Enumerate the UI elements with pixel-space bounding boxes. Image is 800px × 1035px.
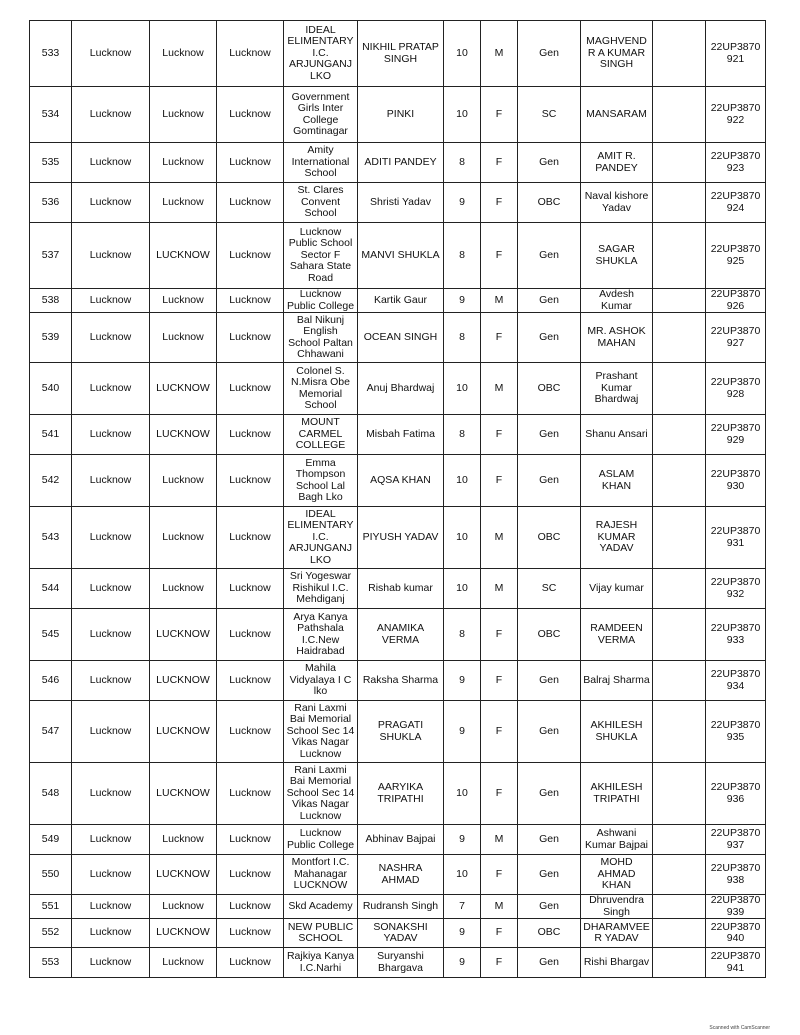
cell-gender: F (481, 415, 518, 455)
cell-gender: F (481, 87, 518, 143)
cell-school: NEW PUBLIC SCHOOL (284, 919, 358, 948)
table-row (30, 701, 766, 763)
cell-district: Lucknow (150, 289, 217, 313)
cell-school: Rajkiya Kanya I.C.Narhi (284, 948, 358, 978)
cell-gender: F (481, 855, 518, 895)
cell-block: Lucknow (217, 855, 284, 895)
cell-category: Gen (518, 948, 581, 978)
cell-gender: F (481, 661, 518, 701)
cell-block: Lucknow (217, 919, 284, 948)
cell-cls: 10 (444, 569, 481, 609)
cell-cls: 9 (444, 825, 481, 855)
cell-sno: 546 (30, 661, 72, 701)
cell-school: Lucknow Public College (284, 825, 358, 855)
cell-district: Lucknow (150, 825, 217, 855)
cell-school: IDEAL ELIMENTARY I.C. ARJUNGANJ LKO (284, 21, 358, 87)
cell-category: Gen (518, 701, 581, 763)
cell-school: Emma Thompson School Lal Bagh Lko (284, 455, 358, 507)
cell-district: Lucknow (150, 21, 217, 87)
cell-code: 22UP3870 940 (706, 919, 766, 948)
cell-sno: 534 (30, 87, 72, 143)
cell-city: Lucknow (72, 223, 150, 289)
cell-name: PRAGATI SHUKLA (358, 701, 444, 763)
cell-gender: M (481, 895, 518, 919)
cell-extra (653, 289, 706, 313)
cell-block: Lucknow (217, 455, 284, 507)
table-row (30, 223, 766, 289)
cell-cls: 10 (444, 455, 481, 507)
cell-code: 22UP3870 929 (706, 415, 766, 455)
cell-father: SAGAR SHUKLA (581, 223, 653, 289)
cell-block: Lucknow (217, 223, 284, 289)
cell-father: AKHILESH TRIPATHI (581, 763, 653, 825)
cell-extra (653, 313, 706, 363)
cell-name: Suryanshi Bhargava (358, 948, 444, 978)
cell-category: Gen (518, 289, 581, 313)
cell-code: 22UP3870 931 (706, 507, 766, 569)
cell-extra (653, 569, 706, 609)
cell-gender: F (481, 223, 518, 289)
cell-gender: M (481, 21, 518, 87)
cell-code: 22UP3870 925 (706, 223, 766, 289)
cell-gender: M (481, 825, 518, 855)
table-row (30, 455, 766, 507)
cell-name: AARYIKA TRIPATHI (358, 763, 444, 825)
cell-school: Government Girls Inter College Gomtinagar (284, 87, 358, 143)
cell-gender: M (481, 507, 518, 569)
cell-father: RAMDEEN VERMA (581, 609, 653, 661)
cell-gender: F (481, 701, 518, 763)
table-body (30, 21, 766, 978)
cell-school: Rani Laxmi Bai Memorial School Sec 14 Vikas Nagar Lucknow (284, 701, 358, 763)
cell-school: Rani Laxmi Bai Memorial School Sec 14 Vikas Nagar Lucknow (284, 763, 358, 825)
cell-school: Lucknow Public College (284, 289, 358, 313)
cell-extra (653, 507, 706, 569)
table-row (30, 948, 766, 978)
cell-category: OBC (518, 363, 581, 415)
cell-gender: F (481, 143, 518, 183)
cell-sno: 537 (30, 223, 72, 289)
cell-cls: 8 (444, 415, 481, 455)
cell-block: Lucknow (217, 289, 284, 313)
cell-district: LUCKNOW (150, 223, 217, 289)
cell-gender: F (481, 609, 518, 661)
cell-category: Gen (518, 223, 581, 289)
cell-block: Lucknow (217, 363, 284, 415)
cell-sno: 551 (30, 895, 72, 919)
cell-code: 22UP3870 934 (706, 661, 766, 701)
cell-name: Rudransh Singh (358, 895, 444, 919)
cell-school: St. Clares Convent School (284, 183, 358, 223)
cell-category: Gen (518, 415, 581, 455)
cell-sno: 553 (30, 948, 72, 978)
cell-name: AQSA KHAN (358, 455, 444, 507)
cell-cls: 8 (444, 609, 481, 661)
cell-cls: 7 (444, 895, 481, 919)
cell-cls: 9 (444, 289, 481, 313)
cell-category: Gen (518, 661, 581, 701)
cell-father: Prashant Kumar Bhardwaj (581, 363, 653, 415)
cell-code: 22UP3870 937 (706, 825, 766, 855)
cell-city: Lucknow (72, 855, 150, 895)
cell-block: Lucknow (217, 87, 284, 143)
cell-father: DHARAMVEE R YADAV (581, 919, 653, 948)
cell-name: Shristi Yadav (358, 183, 444, 223)
cell-extra (653, 825, 706, 855)
cell-name: ADITI PANDEY (358, 143, 444, 183)
cell-extra (653, 763, 706, 825)
cell-gender: M (481, 363, 518, 415)
cell-cls: 10 (444, 763, 481, 825)
cell-sno: 550 (30, 855, 72, 895)
cell-extra (653, 143, 706, 183)
cell-gender: F (481, 183, 518, 223)
cell-school: Montfort I.C. Mahanagar LUCKNOW (284, 855, 358, 895)
cell-name: Abhinav Bajpai (358, 825, 444, 855)
cell-name: Raksha Sharma (358, 661, 444, 701)
cell-extra (653, 661, 706, 701)
cell-sno: 549 (30, 825, 72, 855)
cell-name: PINKI (358, 87, 444, 143)
cell-name: Kartik Gaur (358, 289, 444, 313)
cell-father: MR. ASHOK MAHAN (581, 313, 653, 363)
cell-sno: 543 (30, 507, 72, 569)
cell-district: Lucknow (150, 313, 217, 363)
cell-school: Skd Academy (284, 895, 358, 919)
cell-father: Naval kishore Yadav (581, 183, 653, 223)
cell-sno: 535 (30, 143, 72, 183)
cell-sno: 539 (30, 313, 72, 363)
table-row (30, 313, 766, 363)
cell-father: Vijay kumar (581, 569, 653, 609)
cell-block: Lucknow (217, 415, 284, 455)
cell-city: Lucknow (72, 661, 150, 701)
cell-gender: F (481, 313, 518, 363)
cell-city: Lucknow (72, 21, 150, 87)
cell-cls: 10 (444, 855, 481, 895)
cell-father: MAGHVENDR A KUMAR SINGH (581, 21, 653, 87)
cell-father: MOHD AHMAD KHAN (581, 855, 653, 895)
table-row (30, 825, 766, 855)
table-row (30, 569, 766, 609)
cell-category: Gen (518, 763, 581, 825)
cell-code: 22UP3870 922 (706, 87, 766, 143)
cell-city: Lucknow (72, 183, 150, 223)
cell-code: 22UP3870 928 (706, 363, 766, 415)
cell-code: 22UP3870 923 (706, 143, 766, 183)
cell-cls: 10 (444, 363, 481, 415)
cell-cls: 10 (444, 87, 481, 143)
table-row (30, 507, 766, 569)
cell-category: Gen (518, 455, 581, 507)
cell-father: RAJESH KUMAR YADAV (581, 507, 653, 569)
table-row (30, 919, 766, 948)
cell-name: OCEAN SINGH (358, 313, 444, 363)
cell-district: Lucknow (150, 948, 217, 978)
cell-category: SC (518, 87, 581, 143)
cell-code: 22UP3870 938 (706, 855, 766, 895)
cell-father: AKHILESH SHUKLA (581, 701, 653, 763)
cell-district: Lucknow (150, 87, 217, 143)
cell-extra (653, 701, 706, 763)
cell-city: Lucknow (72, 609, 150, 661)
cell-code: 22UP3870 935 (706, 701, 766, 763)
cell-block: Lucknow (217, 183, 284, 223)
cell-city: Lucknow (72, 455, 150, 507)
cell-sno: 544 (30, 569, 72, 609)
table-row (30, 87, 766, 143)
table-row (30, 661, 766, 701)
cell-code: 22UP3870 933 (706, 609, 766, 661)
cell-father: ASLAM KHAN (581, 455, 653, 507)
cell-block: Lucknow (217, 143, 284, 183)
cell-school: IDEAL ELIMENTARY I.C. ARJUNGANJ LKO (284, 507, 358, 569)
cell-gender: F (481, 919, 518, 948)
cell-sno: 552 (30, 919, 72, 948)
cell-extra (653, 919, 706, 948)
cell-sno: 533 (30, 21, 72, 87)
cell-district: Lucknow (150, 507, 217, 569)
cell-father: Dhruvendra Singh (581, 895, 653, 919)
cell-name: SONAKSHI YADAV (358, 919, 444, 948)
cell-extra (653, 21, 706, 87)
cell-extra (653, 609, 706, 661)
cell-extra (653, 363, 706, 415)
cell-category: OBC (518, 919, 581, 948)
cell-city: Lucknow (72, 87, 150, 143)
cell-extra (653, 87, 706, 143)
cell-district: LUCKNOW (150, 855, 217, 895)
cell-category: Gen (518, 313, 581, 363)
cell-code: 22UP3870 941 (706, 948, 766, 978)
cell-block: Lucknow (217, 948, 284, 978)
cell-block: Lucknow (217, 895, 284, 919)
cell-sno: 542 (30, 455, 72, 507)
cell-block: Lucknow (217, 313, 284, 363)
cell-school: MOUNT CARMEL COLLEGE (284, 415, 358, 455)
cell-sno: 536 (30, 183, 72, 223)
cell-extra (653, 183, 706, 223)
table-row (30, 895, 766, 919)
cell-extra (653, 948, 706, 978)
cell-district: Lucknow (150, 569, 217, 609)
cell-father: Avdesh Kumar (581, 289, 653, 313)
cell-code: 22UP3870 921 (706, 21, 766, 87)
table-row (30, 21, 766, 87)
cell-sno: 538 (30, 289, 72, 313)
cell-extra (653, 223, 706, 289)
cell-extra (653, 895, 706, 919)
table-row (30, 183, 766, 223)
cell-name: NASHRA AHMAD (358, 855, 444, 895)
cell-school: Amity International School (284, 143, 358, 183)
cell-block: Lucknow (217, 507, 284, 569)
cell-cls: 8 (444, 143, 481, 183)
cell-district: Lucknow (150, 895, 217, 919)
cell-gender: F (481, 455, 518, 507)
cell-name: NIKHIL PRATAP SINGH (358, 21, 444, 87)
table-row (30, 763, 766, 825)
cell-school: Lucknow Public School Sector F Sahara State Road (284, 223, 358, 289)
cell-district: LUCKNOW (150, 363, 217, 415)
cell-city: Lucknow (72, 919, 150, 948)
table-row (30, 289, 766, 313)
cell-gender: F (481, 763, 518, 825)
cell-category: OBC (518, 183, 581, 223)
cell-extra (653, 455, 706, 507)
cell-category: Gen (518, 21, 581, 87)
cell-district: LUCKNOW (150, 415, 217, 455)
cell-cls: 8 (444, 313, 481, 363)
cell-father: Rishi Bhargav (581, 948, 653, 978)
cell-district: LUCKNOW (150, 609, 217, 661)
cell-city: Lucknow (72, 948, 150, 978)
cell-cls: 8 (444, 223, 481, 289)
cell-block: Lucknow (217, 609, 284, 661)
cell-category: OBC (518, 609, 581, 661)
cell-category: SC (518, 569, 581, 609)
cell-name: Rishab kumar (358, 569, 444, 609)
cell-father: Shanu Ansari (581, 415, 653, 455)
cell-city: Lucknow (72, 763, 150, 825)
cell-district: Lucknow (150, 143, 217, 183)
cell-district: LUCKNOW (150, 701, 217, 763)
cell-extra (653, 855, 706, 895)
cell-district: LUCKNOW (150, 919, 217, 948)
cell-school: Colonel S. N.Misra Obe Memorial School (284, 363, 358, 415)
cell-code: 22UP3870 927 (706, 313, 766, 363)
cell-name: MANVI SHUKLA (358, 223, 444, 289)
cell-father: Ashwani Kumar Bajpai (581, 825, 653, 855)
cell-cls: 10 (444, 507, 481, 569)
cell-cls: 9 (444, 919, 481, 948)
table-row (30, 415, 766, 455)
cell-code: 22UP3870 930 (706, 455, 766, 507)
cell-sno: 547 (30, 701, 72, 763)
cell-block: Lucknow (217, 701, 284, 763)
cell-school: Mahila Vidyalaya I C lko (284, 661, 358, 701)
cell-gender: M (481, 569, 518, 609)
cell-extra (653, 415, 706, 455)
cell-cls: 10 (444, 21, 481, 87)
cell-city: Lucknow (72, 701, 150, 763)
cell-block: Lucknow (217, 763, 284, 825)
cell-cls: 9 (444, 183, 481, 223)
table-row (30, 609, 766, 661)
cell-district: Lucknow (150, 183, 217, 223)
cell-category: Gen (518, 143, 581, 183)
cell-name: ANAMIKA VERMA (358, 609, 444, 661)
cell-code: 22UP3870 926 (706, 289, 766, 313)
cell-code: 22UP3870 932 (706, 569, 766, 609)
cell-category: Gen (518, 855, 581, 895)
cell-city: Lucknow (72, 415, 150, 455)
cell-father: AMIT R. PANDEY (581, 143, 653, 183)
cell-gender: M (481, 289, 518, 313)
cell-district: LUCKNOW (150, 763, 217, 825)
cell-father: Balraj Sharma (581, 661, 653, 701)
cell-school: Arya Kanya Pathshala I.C.New Haidrabad (284, 609, 358, 661)
cell-city: Lucknow (72, 569, 150, 609)
footer-watermark: Scanned with CamScanner (709, 1025, 770, 1031)
cell-name: Misbah Fatima (358, 415, 444, 455)
cell-sno: 540 (30, 363, 72, 415)
cell-city: Lucknow (72, 507, 150, 569)
cell-category: OBC (518, 507, 581, 569)
student-table (29, 20, 766, 978)
cell-code: 22UP3870 939 (706, 895, 766, 919)
cell-block: Lucknow (217, 661, 284, 701)
cell-name: Anuj Bhardwaj (358, 363, 444, 415)
cell-cls: 9 (444, 661, 481, 701)
cell-city: Lucknow (72, 363, 150, 415)
cell-school: Bal Nikunj English School Paltan Chhawani (284, 313, 358, 363)
cell-block: Lucknow (217, 825, 284, 855)
cell-block: Lucknow (217, 569, 284, 609)
cell-code: 22UP3870 924 (706, 183, 766, 223)
cell-city: Lucknow (72, 143, 150, 183)
cell-cls: 9 (444, 948, 481, 978)
cell-city: Lucknow (72, 825, 150, 855)
cell-city: Lucknow (72, 313, 150, 363)
cell-district: Lucknow (150, 455, 217, 507)
cell-district: LUCKNOW (150, 661, 217, 701)
cell-school: Sri Yogeswar Rishikul I.C. Mehdiganj (284, 569, 358, 609)
cell-cls: 9 (444, 701, 481, 763)
table-row (30, 363, 766, 415)
cell-name: PIYUSH YADAV (358, 507, 444, 569)
cell-father: MANSARAM (581, 87, 653, 143)
cell-category: Gen (518, 825, 581, 855)
cell-sno: 541 (30, 415, 72, 455)
cell-sno: 545 (30, 609, 72, 661)
cell-block: Lucknow (217, 21, 284, 87)
table-row (30, 855, 766, 895)
cell-sno: 548 (30, 763, 72, 825)
cell-code: 22UP3870 936 (706, 763, 766, 825)
cell-city: Lucknow (72, 289, 150, 313)
cell-city: Lucknow (72, 895, 150, 919)
table-row (30, 143, 766, 183)
cell-category: Gen (518, 895, 581, 919)
cell-gender: F (481, 948, 518, 978)
